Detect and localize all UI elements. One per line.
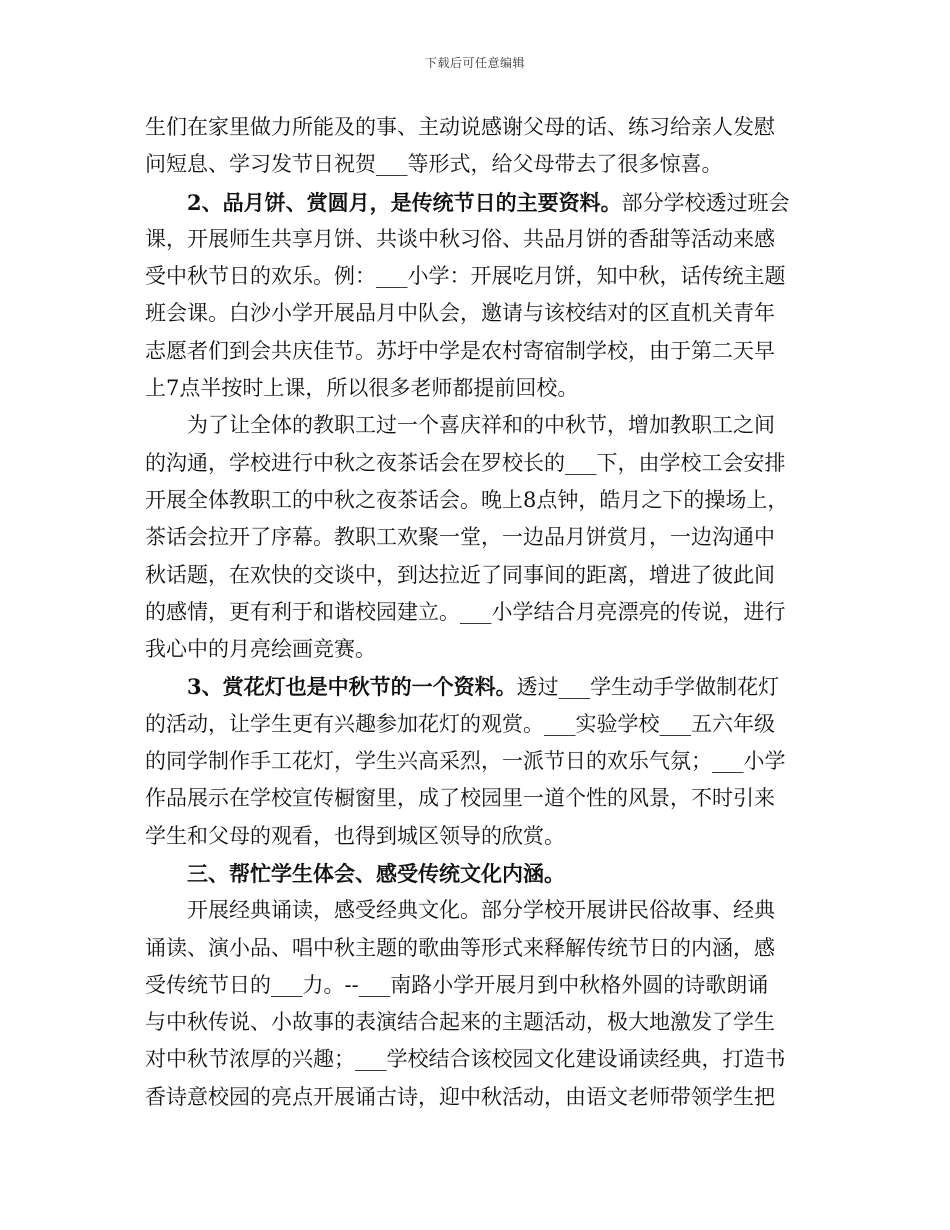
line-text: 茶话会拉开了序幕。教职工欢聚一堂，一边品月饼赏月，一边沟通中 [145, 525, 775, 550]
text-line [145, 333, 810, 370]
line-text: 的同学制作手工花灯，学生兴高采烈，一派节日的欢乐气氛；___小学 [145, 749, 786, 774]
text-line [145, 706, 810, 743]
text-line [145, 967, 810, 1004]
line-text: 志愿者们到会共庆佳节。苏圩中学是农村寄宿制学校，由于第二天早 [145, 338, 775, 363]
text-line [145, 818, 810, 855]
line-text: 课，开展师生共享月饼、共谈中秋习俗、共品月饼的香甜等活动来感 [145, 226, 775, 251]
line-text: 为了让全体的教职工过一个喜庆祥和的中秋节，增加教职工之间 [187, 413, 775, 438]
line-text: 秋话题，在欢快的交谈中，到达拉近了同事间的距离，增进了彼此间 [145, 562, 775, 587]
text-line [145, 743, 810, 780]
line-text: 作品展示在学校宣传橱窗里，成了校园里一道个性的风景，不时引来 [145, 786, 775, 811]
section-heading-line [145, 668, 810, 705]
line-text: 的活动，让学生更有兴趣参加花灯的观赏。___实验学校___五六年级 [145, 711, 775, 736]
line-text: 对中秋节浓厚的兴趣；___学校结合该校园文化建设诵读经典，打造书 [145, 1047, 786, 1072]
text-line [145, 930, 810, 967]
line-text: 的沟通，学校进行中秋之夜茶话会在罗校长的___下，由学校工会安排 [145, 450, 786, 475]
section-heading-line [145, 184, 810, 221]
line-text: 问短息、学习发节日祝贺___等形式，给父母带去了很多惊喜。 [145, 152, 723, 177]
text-line [145, 109, 810, 146]
line-text: 透过___学生动手学做制花灯 [516, 675, 780, 700]
line-text: 香诗意校园的亮点开展诵古诗，迎中秋活动，由语文老师带领学生把 [145, 1084, 775, 1109]
line-text: 的感情，更有利于和谐校园建立。___小学结合月亮漂亮的传说，进行 [145, 599, 786, 624]
line-text: 诵读、演小品、唱中秋主题的歌曲等形式来释解传统节日的内涵，感 [145, 935, 775, 960]
bold-heading: 三、帮忙学生体会、感受传统文化内涵。 [187, 860, 565, 886]
text-line [145, 370, 810, 407]
line-text: 我心中的月亮绘画竞赛。 [145, 637, 376, 662]
text-line [145, 1079, 810, 1116]
line-text: 开展全体教职工的中秋之夜茶话会。晚上8点钟，皓月之下的操场上， [145, 487, 789, 512]
text-line [145, 557, 810, 594]
text-line [145, 295, 810, 332]
page-header: 下载后可任意编辑 [424, 56, 525, 70]
text-line [145, 780, 810, 817]
text-line [145, 594, 810, 631]
line-text: 学生和父母的观看，也得到城区领导的欣赏。 [145, 823, 565, 848]
bold-heading: 2、品月饼、赏圆月，是传统节日的主要资料。 [187, 189, 622, 215]
text-line [145, 631, 810, 668]
line-text: 受中秋节日的欢乐。例：___小学：开展吃月饼，知中秋，话传统主题 [145, 264, 786, 289]
text-line [145, 482, 810, 519]
line-text: 与中秋传说、小故事的表演结合起来的主题活动，极大地激发了学生 [145, 1010, 775, 1035]
line-text: 受传统节日的___力。--___南路小学开展月到中秋格外圆的诗歌朗诵 [145, 972, 769, 997]
section-heading-line [145, 855, 810, 892]
text-line [145, 445, 810, 482]
text-line [145, 892, 810, 929]
line-text: 班会课。白沙小学开展品月中队会，邀请与该校结对的区直机关青年 [145, 301, 775, 326]
text-line [145, 221, 810, 258]
line-text: 开展经典诵读，感受经典文化。部分学校开展讲民俗故事、经典 [187, 898, 775, 923]
text-line [145, 258, 810, 295]
text-line [145, 407, 810, 444]
text-line [145, 146, 810, 183]
text-line [145, 519, 810, 556]
line-text: 生们在家里做力所能及的事、主动说感谢父母的话、练习给亲人发慰 [145, 115, 775, 139]
line-text: 部分学校透过班会 [621, 190, 790, 215]
text-line [145, 1041, 810, 1078]
text-line [145, 1004, 810, 1041]
document-body [145, 109, 810, 1116]
line-text: 上7点半按时上课，所以很多老师都提前回校。 [145, 376, 579, 401]
bold-heading: 3、赏花灯也是中秋节的一个资料。 [187, 674, 517, 700]
